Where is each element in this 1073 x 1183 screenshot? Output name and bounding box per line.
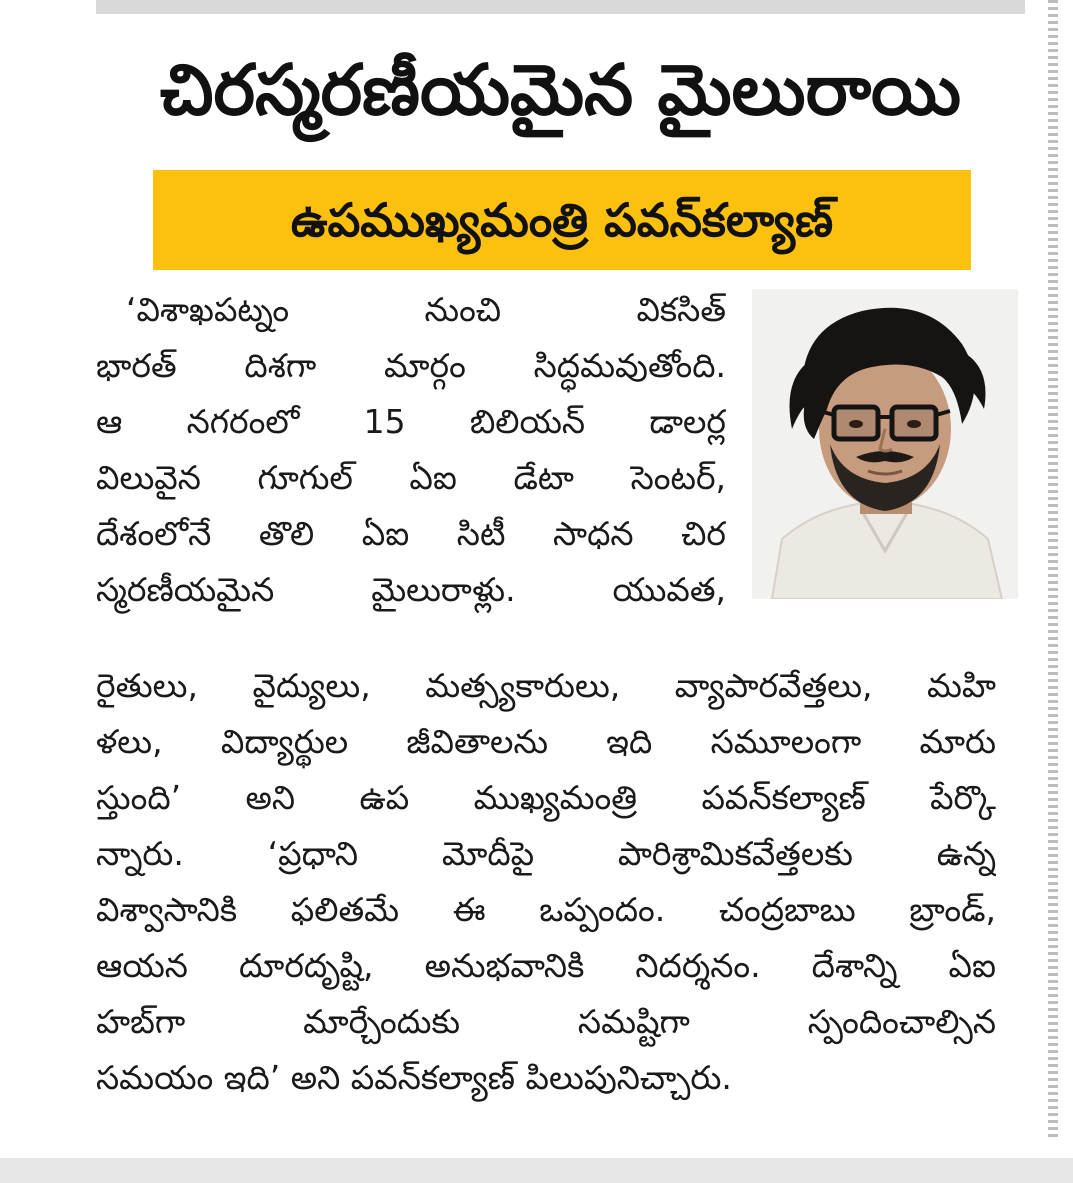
article-line: ళలు, విద్యార్థుల జీవితాలను ఇది సమూలంగా మారు (96, 722, 996, 761)
article-line: న్నారు. ‘ప్రధాని మోదీపై పారిశ్రామికవేత్తలకు ఉన్న (96, 834, 996, 873)
article-line: భారత్‌ దిశగా మార్గం సిద్ధమవుతోంది. (96, 346, 726, 385)
page-edge-dotted-margin (1048, 0, 1058, 1140)
headline: చిరస్మరణీయమైన మైలురాయి (159, 49, 962, 131)
top-margin-strip (96, 0, 1025, 14)
article-line: సమయం ఇది’ అని పవన్‌కల్యాణ్‌ పిలుపునిచ్చారు. (96, 1058, 732, 1097)
bottom-margin-shade (0, 1158, 1073, 1183)
subheadline: ఉపముఖ్యమంత్రి పవన్‌కల్యాణ్‌ (290, 193, 834, 247)
article-line: దేశంలోనే తొలి ఏఐ సిటీ సాధన చిర (96, 514, 726, 553)
article-line: విశ్వాసానికి ఫలితమే ఈ ఒప్పందం. చంద్రబాబు బ్రాండ్‌, (96, 890, 996, 929)
article-line: స్మరణీయమైన మైలురాళ్లు. యువత, (96, 570, 726, 609)
article-line: రైతులు, వైద్యులు, మత్స్యకారులు, వ్యాపారవేత్తలు, మహి (96, 666, 996, 705)
article-line: ‘విశాఖపట్నం నుంచి వికసిత్‌ (126, 290, 726, 329)
subheadline-band (153, 170, 971, 270)
article-line: విలువైన గూగుల్‌ ఏఐ డేటా సెంటర్‌, (96, 458, 726, 497)
article-line: హబ్‌గా మార్చేందుకు సమష్టిగా స్పందించాల్సిన (96, 1002, 996, 1041)
article-line: స్తుంది’ అని ఉప ముఖ్యమంత్రి పవన్‌కల్యాణ్‌ పేర్కొ (96, 778, 996, 817)
portrait-photo (752, 289, 1018, 599)
article-line: ఆ నగరంలో 15 బిలియన్‌ డాలర్ల (96, 402, 726, 441)
article-line: ఆయన దూరదృష్టి, అనుభవానికి నిదర్శనం. దేశాన్ని ఏఐ (96, 946, 996, 985)
portrait-illustration (752, 289, 1018, 599)
